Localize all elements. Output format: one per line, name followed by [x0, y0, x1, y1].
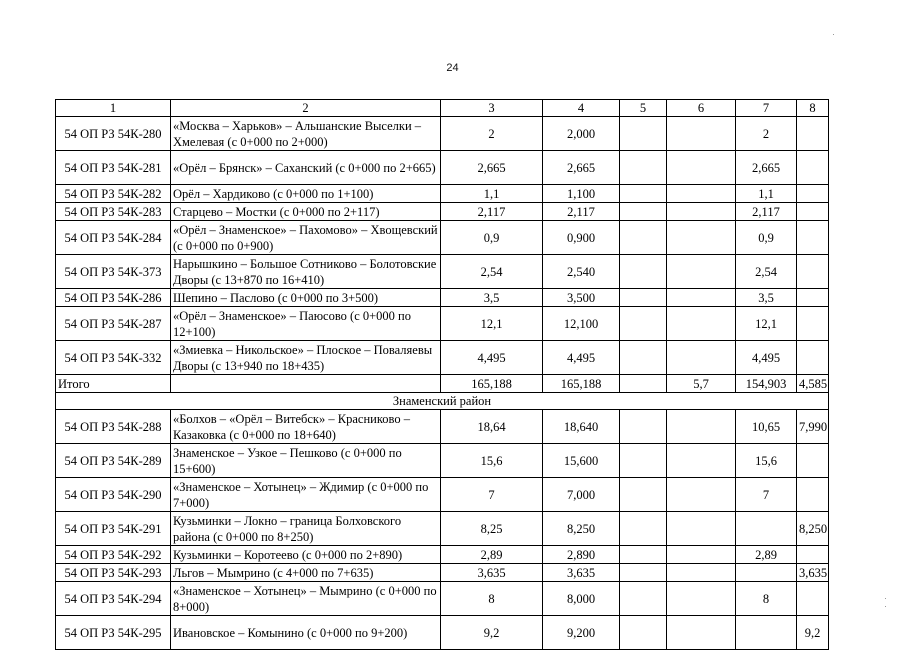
value-cell-4: 2,890 [543, 546, 620, 564]
table-row [56, 444, 829, 478]
value-cell-7: 1,1 [736, 185, 797, 203]
value-cell-4: 2,540 [543, 255, 620, 289]
value-cell-4: 18,640 [543, 410, 620, 444]
value-cell-7 [736, 564, 797, 582]
value-cell-3: 1,1 [441, 185, 543, 203]
value-cell-4: 165,188 [543, 375, 620, 393]
value-cell-5 [620, 341, 667, 375]
value-cell-5 [620, 151, 667, 185]
value-cell-6 [667, 185, 736, 203]
value-cell-6 [667, 289, 736, 307]
value-cell-4: 7,000 [543, 478, 620, 512]
value-cell-6 [667, 117, 736, 151]
road-code-cell: 54 ОП РЗ 54К-332 [56, 341, 171, 375]
section-row [56, 393, 829, 410]
header-cell: 1 [56, 100, 171, 117]
value-cell-4: 0,900 [543, 221, 620, 255]
value-cell-7: 10,65 [736, 410, 797, 444]
header-cell: 2 [171, 100, 441, 117]
value-cell-7: 2,54 [736, 255, 797, 289]
road-code-cell: 54 ОП РЗ 54К-284 [56, 221, 171, 255]
value-cell-8: 8,250 [797, 512, 829, 546]
value-cell-5 [620, 221, 667, 255]
table-row [56, 341, 829, 375]
value-cell-6 [667, 410, 736, 444]
value-cell-8 [797, 117, 829, 151]
value-cell-3: 9,2 [441, 616, 543, 650]
road-name-cell: «Знаменское – Хотынец» – Мымрино (с 0+000 по 8+000) [171, 582, 441, 616]
road-code-cell: 54 ОП РЗ 54К-292 [56, 546, 171, 564]
table-row [56, 512, 829, 546]
road-code-cell: 54 ОП РЗ 54К-287 [56, 307, 171, 341]
value-cell-4: 2,117 [543, 203, 620, 221]
value-cell-3: 18,64 [441, 410, 543, 444]
table-row [56, 582, 829, 616]
value-cell-8 [797, 185, 829, 203]
value-cell-5 [620, 564, 667, 582]
value-cell-4: 8,000 [543, 582, 620, 616]
value-cell-3: 2,89 [441, 546, 543, 564]
value-cell-5 [620, 117, 667, 151]
table-row [56, 203, 829, 221]
value-cell-4: 2,665 [543, 151, 620, 185]
value-cell-3: 2 [441, 117, 543, 151]
roads-table [55, 99, 829, 650]
value-cell-4: 2,000 [543, 117, 620, 151]
header-row [56, 100, 829, 117]
value-cell-7: 0,9 [736, 221, 797, 255]
value-cell-8 [797, 307, 829, 341]
value-cell-4: 3,635 [543, 564, 620, 582]
road-code-cell: 54 ОП РЗ 54К-288 [56, 410, 171, 444]
road-code-cell: 54 ОП РЗ 54К-291 [56, 512, 171, 546]
value-cell-8 [797, 546, 829, 564]
value-cell-6 [667, 151, 736, 185]
road-name-cell: Нарышкино – Большое Сотниково – Болотовские Дворы (с 13+870 по 16+410) [171, 255, 441, 289]
total-row [56, 375, 829, 393]
road-code-cell: 54 ОП РЗ 54К-280 [56, 117, 171, 151]
value-cell-7 [736, 512, 797, 546]
value-cell-7: 15,6 [736, 444, 797, 478]
value-cell-4: 9,200 [543, 616, 620, 650]
value-cell-4: 15,600 [543, 444, 620, 478]
value-cell-3: 2,117 [441, 203, 543, 221]
header-cell: 7 [736, 100, 797, 117]
value-cell-7: 3,5 [736, 289, 797, 307]
value-cell-8 [797, 289, 829, 307]
value-cell-4: 3,500 [543, 289, 620, 307]
value-cell-7: 7 [736, 478, 797, 512]
road-name-cell: Ивановское – Комынино (с 0+000 по 9+200) [171, 616, 441, 650]
value-cell-6 [667, 341, 736, 375]
value-cell-5 [620, 203, 667, 221]
value-cell-7 [736, 616, 797, 650]
value-cell-8 [797, 478, 829, 512]
value-cell-6 [667, 444, 736, 478]
value-cell-5 [620, 512, 667, 546]
scan-speck [833, 34, 834, 35]
value-cell-6: 5,7 [667, 375, 736, 393]
road-name-cell: Кузьминки – Локно – граница Болховского района (с 0+000 по 8+250) [171, 512, 441, 546]
value-cell-8 [797, 151, 829, 185]
value-cell-8: 9,2 [797, 616, 829, 650]
road-name-cell: «Змиевка – Никольское» – Плоское – Поваляевы Дворы (с 13+940 по 18+435) [171, 341, 441, 375]
value-cell-6 [667, 307, 736, 341]
road-name-cell: «Орёл – Знаменское» – Пахомово» – Хвощевский (с 0+000 по 0+900) [171, 221, 441, 255]
value-cell-5 [620, 546, 667, 564]
value-cell-3: 8 [441, 582, 543, 616]
value-cell-7: 2,117 [736, 203, 797, 221]
scan-speck [885, 598, 886, 599]
value-cell-6 [667, 512, 736, 546]
value-cell-5 [620, 444, 667, 478]
value-cell-6 [667, 478, 736, 512]
road-code-cell: 54 ОП РЗ 54К-283 [56, 203, 171, 221]
road-name-cell: Льгов – Мымрино (с 4+000 по 7+635) [171, 564, 441, 582]
value-cell-8 [797, 582, 829, 616]
table-row [56, 564, 829, 582]
value-cell-5 [620, 375, 667, 393]
value-cell-7: 2 [736, 117, 797, 151]
value-cell-7: 12,1 [736, 307, 797, 341]
value-cell-6 [667, 546, 736, 564]
table-row [56, 307, 829, 341]
road-name-cell: Старцево – Мостки (с 0+000 по 2+117) [171, 203, 441, 221]
road-code-cell: 54 ОП РЗ 54К-282 [56, 185, 171, 203]
table-row [56, 185, 829, 203]
value-cell-4: 4,495 [543, 341, 620, 375]
header-cell: 8 [797, 100, 829, 117]
table-row [56, 546, 829, 564]
value-cell-3: 0,9 [441, 221, 543, 255]
table-row [56, 117, 829, 151]
value-cell-8 [797, 255, 829, 289]
value-cell-8 [797, 203, 829, 221]
road-name-cell: «Болхов – «Орёл – Витебск» – Красниково – Казаковка (с 0+000 по 18+640) [171, 410, 441, 444]
value-cell-3: 3,5 [441, 289, 543, 307]
value-cell-6 [667, 255, 736, 289]
road-code-cell: 54 ОП РЗ 54К-286 [56, 289, 171, 307]
header-cell: 4 [543, 100, 620, 117]
value-cell-8 [797, 341, 829, 375]
value-cell-3: 15,6 [441, 444, 543, 478]
value-cell-3: 2,665 [441, 151, 543, 185]
road-name-cell: «Москва – Харьков» – Альшанские Выселки – Хмелевая (с 0+000 по 2+000) [171, 117, 441, 151]
road-code-cell: 54 ОП РЗ 54К-295 [56, 616, 171, 650]
road-name-cell: Кузьминки – Коротеево (с 0+000 по 2+890) [171, 546, 441, 564]
value-cell-8: 4,585 [797, 375, 829, 393]
road-name-cell: «Орёл – Знаменское» – Паюсово (с 0+000 по 12+100) [171, 307, 441, 341]
value-cell-6 [667, 564, 736, 582]
value-cell-6 [667, 582, 736, 616]
header-cell: 6 [667, 100, 736, 117]
value-cell-8 [797, 444, 829, 478]
table-row [56, 410, 829, 444]
table-row [56, 616, 829, 650]
value-cell-7: 4,495 [736, 341, 797, 375]
table-row [56, 255, 829, 289]
road-name-cell: Знаменское – Узкое – Пешково (с 0+000 по 15+600) [171, 444, 441, 478]
value-cell-8: 7,990 [797, 410, 829, 444]
value-cell-3: 3,635 [441, 564, 543, 582]
value-cell-8: 3,635 [797, 564, 829, 582]
road-name-cell: «Знаменское – Хотынец» – Ждимир (с 0+000 по 7+000) [171, 478, 441, 512]
road-name-cell: «Орёл – Брянск» – Саханский (с 0+000 по 2+665) [171, 151, 441, 185]
value-cell-7: 154,903 [736, 375, 797, 393]
value-cell-3: 12,1 [441, 307, 543, 341]
road-code-cell: 54 ОП РЗ 54К-293 [56, 564, 171, 582]
value-cell-5 [620, 616, 667, 650]
road-name-cell: Шепино – Паслово (с 0+000 по 3+500) [171, 289, 441, 307]
value-cell-6 [667, 203, 736, 221]
value-cell-4: 1,100 [543, 185, 620, 203]
value-cell-3: 7 [441, 478, 543, 512]
table-row [56, 478, 829, 512]
value-cell-5 [620, 185, 667, 203]
value-cell-5 [620, 255, 667, 289]
road-code-cell: 54 ОП РЗ 54К-290 [56, 478, 171, 512]
road-code-cell: 54 ОП РЗ 54К-281 [56, 151, 171, 185]
value-cell-5 [620, 582, 667, 616]
road-code-cell: 54 ОП РЗ 54К-373 [56, 255, 171, 289]
value-cell-6 [667, 616, 736, 650]
table-row [56, 221, 829, 255]
value-cell-3: 4,495 [441, 341, 543, 375]
value-cell-3: 165,188 [441, 375, 543, 393]
road-code-cell: 54 ОП РЗ 54К-294 [56, 582, 171, 616]
total-label: Итого [56, 375, 171, 393]
value-cell-5 [620, 307, 667, 341]
value-cell-8 [797, 221, 829, 255]
header-cell: 5 [620, 100, 667, 117]
value-cell-5 [620, 289, 667, 307]
header-cell: 3 [441, 100, 543, 117]
road-code-cell: 54 ОП РЗ 54К-289 [56, 444, 171, 478]
section-title: Знаменский район [56, 393, 829, 410]
value-cell-5 [620, 478, 667, 512]
value-cell-3: 2,54 [441, 255, 543, 289]
value-cell-4: 8,250 [543, 512, 620, 546]
table-row [56, 289, 829, 307]
value-cell-5 [620, 410, 667, 444]
value-cell-7: 2,665 [736, 151, 797, 185]
value-cell-3: 8,25 [441, 512, 543, 546]
scan-speck [885, 606, 886, 607]
value-cell-7: 2,89 [736, 546, 797, 564]
value-cell-4: 12,100 [543, 307, 620, 341]
value-cell-7: 8 [736, 582, 797, 616]
page-number: 24 [446, 62, 459, 74]
road-name-cell [171, 375, 441, 393]
road-name-cell: Орёл – Хардиково (с 0+000 по 1+100) [171, 185, 441, 203]
value-cell-6 [667, 221, 736, 255]
table-row [56, 151, 829, 185]
